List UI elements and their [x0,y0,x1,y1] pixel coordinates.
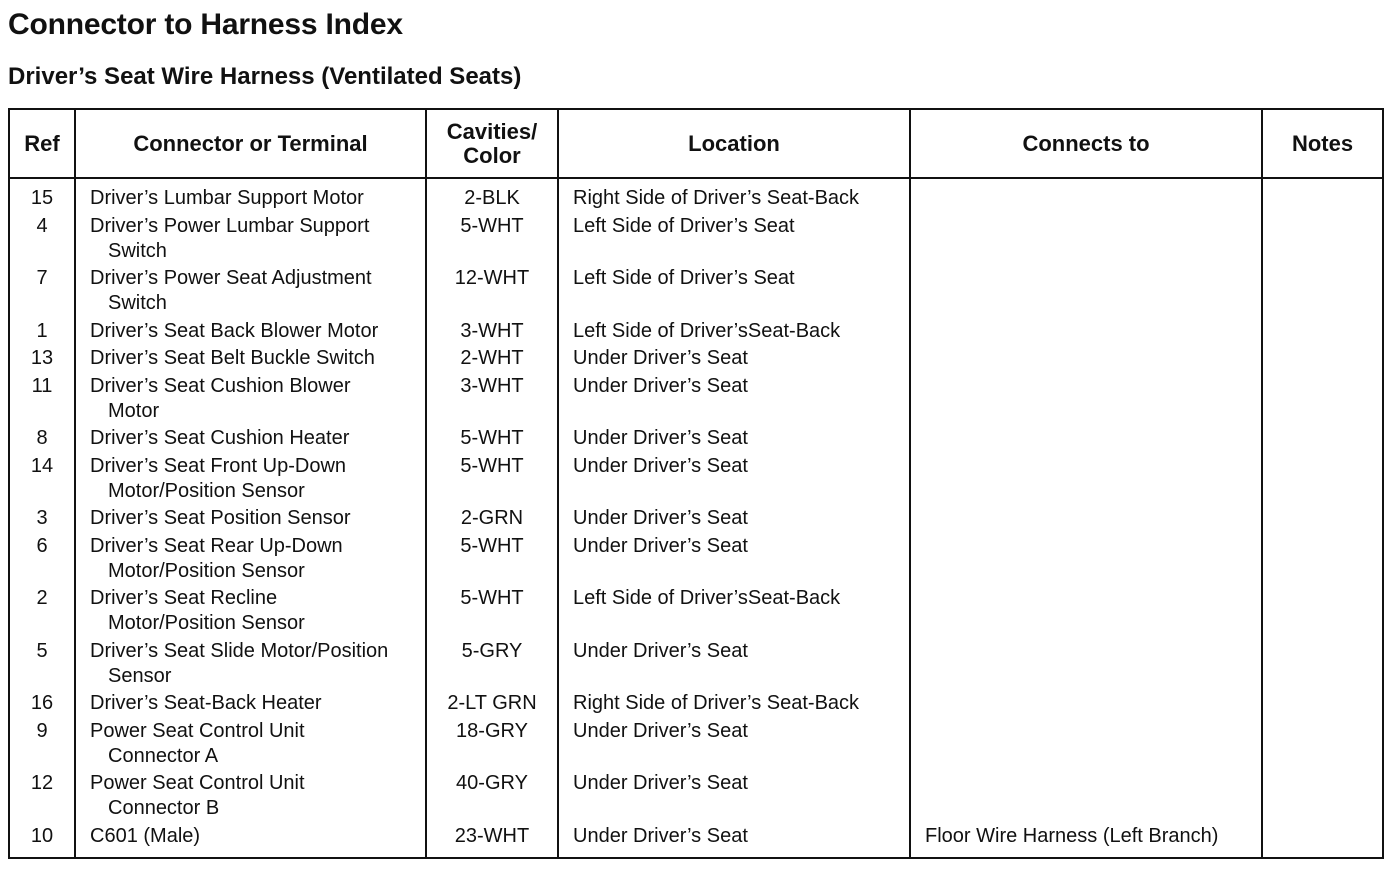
connects-to-cell [911,506,1261,534]
notes-cell [1263,534,1382,587]
cavities-color-cell: 5-WHT [460,587,524,609]
ref-cell: 3 [36,507,48,529]
connector-name-continued: Connector A [108,744,219,767]
location-cell: Left Side of Driver’sSeat-Back [573,587,841,609]
column-header-cavities-line1: Cavities/ [446,118,538,144]
connector-name: Driver’s Seat Cushion Blower [90,374,351,397]
location-cell: Under Driver’s Seat [573,507,748,529]
ref-cell: 6 [36,534,48,557]
table-header-row [10,110,1382,178]
notes-cell [1263,214,1382,267]
connector-cell [76,691,425,719]
connector-index-table [10,110,1382,857]
ref-cell: 2 [36,587,48,609]
connector-name-continued: Motor/Position Sensor [108,559,305,582]
connects-to-cell [911,719,1261,772]
cavities-color-cell: 40-GRY [456,772,528,794]
location-cell: Under Driver’s Seat [573,824,748,847]
cavities-color-cell: 2-LT GRN [447,692,537,714]
connects-to-cell [911,426,1261,454]
cavities-color-cell: 23-WHT [454,824,530,847]
connector-name-continued: Switch [108,239,167,262]
connects-to-column [910,178,1262,857]
location-cell: Under Driver’s Seat [573,719,748,742]
connects-to-cell: Floor Wire Harness (Left Branch) [925,824,1219,847]
ref-column [10,178,75,857]
ref-cell: 4 [36,214,48,237]
connector-name: Driver’s Seat Slide Motor/Position [90,639,389,662]
page-title: Connector to Harness Index [8,8,403,41]
cavities-color-cell: 5-WHT [460,534,524,557]
connector-name: Driver’s Seat Front Up-Down [90,454,347,477]
connector-name: Driver’s Seat Rear Up-Down [90,534,343,557]
connector-name: Driver’s Seat Position Sensor [90,507,351,529]
notes-cell [1263,426,1382,454]
connector-index-table-frame [8,108,1384,859]
connector-cell [76,719,425,772]
location-cell: Left Side of Driver’s Seat [573,214,795,237]
notes-cell [1263,454,1382,507]
location-cell: Under Driver’s Seat [573,374,748,397]
table-body-row [10,178,1382,857]
cavities-color-column [426,178,558,857]
connector-name-continued: Sensor [108,664,172,687]
connector-name-continued: Switch [108,292,167,314]
notes-cell [1263,374,1382,427]
location-column [558,178,910,857]
section-title: Driver’s Seat Wire Harness (Ventilated Seats) [8,63,522,90]
connector-name: C601 (Male) [90,824,201,847]
cavities-color-cell: 18-GRY [456,719,528,742]
connector-name: Driver’s Lumbar Support Motor [90,187,364,209]
connector-cell [76,426,425,454]
ref-cell: 15 [30,187,54,209]
notes-cell [1263,771,1382,824]
connector-name: Driver’s Seat Recline [90,587,278,609]
ref-cell: 5 [36,639,48,662]
connector-cell [76,374,425,427]
notes-cell [1263,319,1382,347]
ref-cell: 10 [30,824,54,847]
connector-cell [76,346,425,374]
connects-to-cell [911,374,1261,427]
ref-cell: 1 [36,319,48,342]
connects-to-cell [911,691,1261,719]
location-cell: Under Driver’s Seat [573,427,748,449]
location-cell: Right Side of Driver’s Seat-Back [573,692,860,714]
ref-cell: 12 [30,772,54,794]
location-cell: Under Driver’s Seat [573,454,748,477]
connector-cell [76,824,425,852]
connector-name-continued: Connector B [108,797,220,819]
connector-name: Driver’s Seat Cushion Heater [90,427,350,449]
notes-cell [1263,586,1382,639]
connects-to-cell [911,639,1261,692]
location-cell: Under Driver’s Seat [573,772,748,794]
connector-name-continued: Motor/Position Sensor [108,612,305,634]
ref-cell: 16 [30,692,54,714]
connects-to-cell [911,771,1261,824]
ref-cell: 11 [31,374,53,397]
location-cell: Right Side of Driver’s Seat-Back [573,187,860,209]
connector-name: Power Seat Control Unit [90,772,305,794]
cavities-color-cell: 5-WHT [460,214,524,237]
connector-name: Driver’s Power Lumbar Support [90,214,370,237]
location-cell: Left Side of Driver’sSeat-Back [573,319,841,342]
location-cell: Left Side of Driver’s Seat [573,267,795,289]
notes-cell [1263,506,1382,534]
connector-name: Driver’s Seat Back Blower Motor [90,319,379,342]
connector-cell [76,319,425,347]
connector-name: Power Seat Control Unit [90,719,305,742]
cavities-color-cell: 5-WHT [460,454,524,477]
column-header-notes: Notes [1262,110,1382,178]
connector-cell [76,454,425,507]
column-header-location: Location [558,110,910,178]
location-cell: Under Driver’s Seat [573,534,748,557]
cavities-color-cell: 3-WHT [460,374,524,397]
connects-to-cell [911,346,1261,374]
connects-to-cell [911,586,1261,639]
connects-to-cell [911,454,1261,507]
ref-cell: 8 [36,427,48,449]
column-header-connector: Connector or Terminal [75,110,426,178]
connects-to-cell [911,214,1261,267]
notes-cell [1263,186,1382,214]
connector-cell [76,534,425,587]
connects-to-cell [911,534,1261,587]
cavities-color-cell: 3-WHT [460,319,524,342]
cavities-color-cell: 2-BLK [464,187,520,209]
ref-cell: 14 [30,454,54,477]
connector-name-continued: Motor [108,399,160,422]
connects-to-cell [911,266,1261,319]
notes-cell [1263,346,1382,374]
cavities-color-cell: 2-WHT [460,347,524,369]
column-header-cavities-line2: Color [463,142,521,168]
connector-cell [76,506,425,534]
location-cell: Under Driver’s Seat [573,347,748,369]
notes-cell [1263,691,1382,719]
ref-cell: 9 [36,719,48,742]
connector-cell [76,214,425,267]
column-header-connects-to: Connects to [910,110,1262,178]
notes-cell [1263,266,1382,319]
cavities-color-cell: 12-WHT [454,267,530,289]
ref-cell: 7 [36,267,48,289]
connector-name: Driver’s Power Seat Adjustment [90,267,372,289]
cavities-color-cell: 2-GRN [460,507,524,529]
connector-name-continued: Motor/Position Sensor [108,479,305,502]
notes-cell [1263,719,1382,772]
connector-cell [76,266,425,319]
notes-cell [1263,639,1382,692]
connector-cell [76,186,425,214]
connector-cell [76,639,425,692]
connects-to-cell [911,186,1261,214]
location-cell: Under Driver’s Seat [573,639,748,662]
notes-column [1262,178,1382,857]
cavities-color-cell: 5-WHT [460,427,524,449]
connector-name: Driver’s Seat Belt Buckle Switch [90,347,375,369]
column-header-cavities-color [426,110,558,178]
notes-cell [1263,824,1382,852]
connector-cell [76,586,425,639]
connector-name: Driver’s Seat-Back Heater [90,692,322,714]
connector-cell [76,771,425,824]
column-header-ref: Ref [10,110,75,178]
ref-cell: 13 [30,347,54,369]
connector-column [75,178,426,857]
connects-to-cell [911,319,1261,347]
cavities-color-cell: 5-GRY [461,639,523,662]
